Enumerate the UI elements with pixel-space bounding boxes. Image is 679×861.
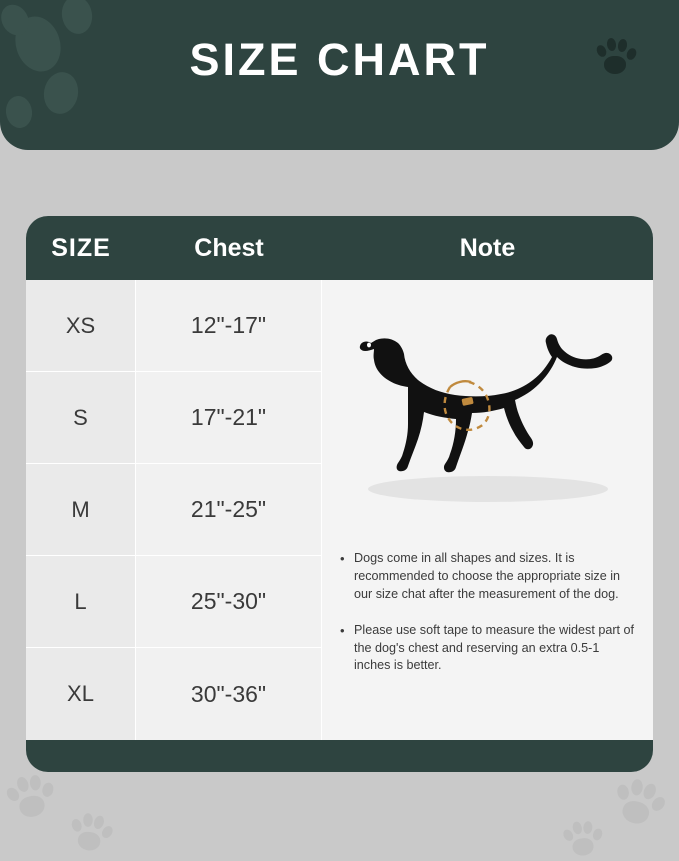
column-note [322, 280, 653, 740]
table-row: 21"-25" [136, 464, 322, 556]
table-header-row [26, 216, 653, 280]
paw-icon [608, 772, 670, 834]
footer-bar [26, 740, 653, 772]
table-row: XS [26, 280, 136, 372]
paw-icon [595, 36, 637, 78]
table-row: XL [26, 648, 136, 740]
dog-illustration [322, 280, 653, 542]
paw-icon [67, 809, 116, 858]
column-header-chest: Chest [194, 233, 264, 262]
note-text: Dogs come in all shapes and sizes. It is recommended to choose the appropriate size in our size chat after the measurement of the dog. [354, 551, 621, 601]
note-text: Please use soft tape to measure the widest part of the dog's chest and reserving an extra 0.5-1 inches is better. [354, 622, 635, 673]
header-decor-blob [59, 0, 95, 36]
table-row: M [26, 464, 136, 556]
table-row: 30"-36" [136, 648, 322, 740]
note-list [340, 550, 635, 693]
note-bullet: • [340, 622, 345, 638]
column-chest [136, 280, 322, 740]
table-row: 25"-30" [136, 556, 322, 648]
table-row: L [26, 556, 136, 648]
page-title: SIZE CHART [189, 34, 490, 85]
table-body [26, 280, 653, 740]
paw-icon [561, 817, 606, 861]
column-header-size: SIZE [51, 233, 111, 262]
table-row: 17"-21" [136, 372, 322, 464]
note-item [340, 622, 635, 676]
column-size [26, 280, 136, 740]
table-row: S [26, 372, 136, 464]
table-row: 12"-17" [136, 280, 322, 372]
paw-icon [2, 768, 60, 826]
note-item [340, 550, 635, 604]
column-header-note: Note [459, 233, 516, 262]
size-chart-table [26, 216, 653, 740]
page-header [0, 0, 679, 150]
dog-chest-measurement-icon [338, 302, 638, 492]
header-decor-blob [4, 94, 34, 129]
note-bullet: • [340, 551, 345, 566]
